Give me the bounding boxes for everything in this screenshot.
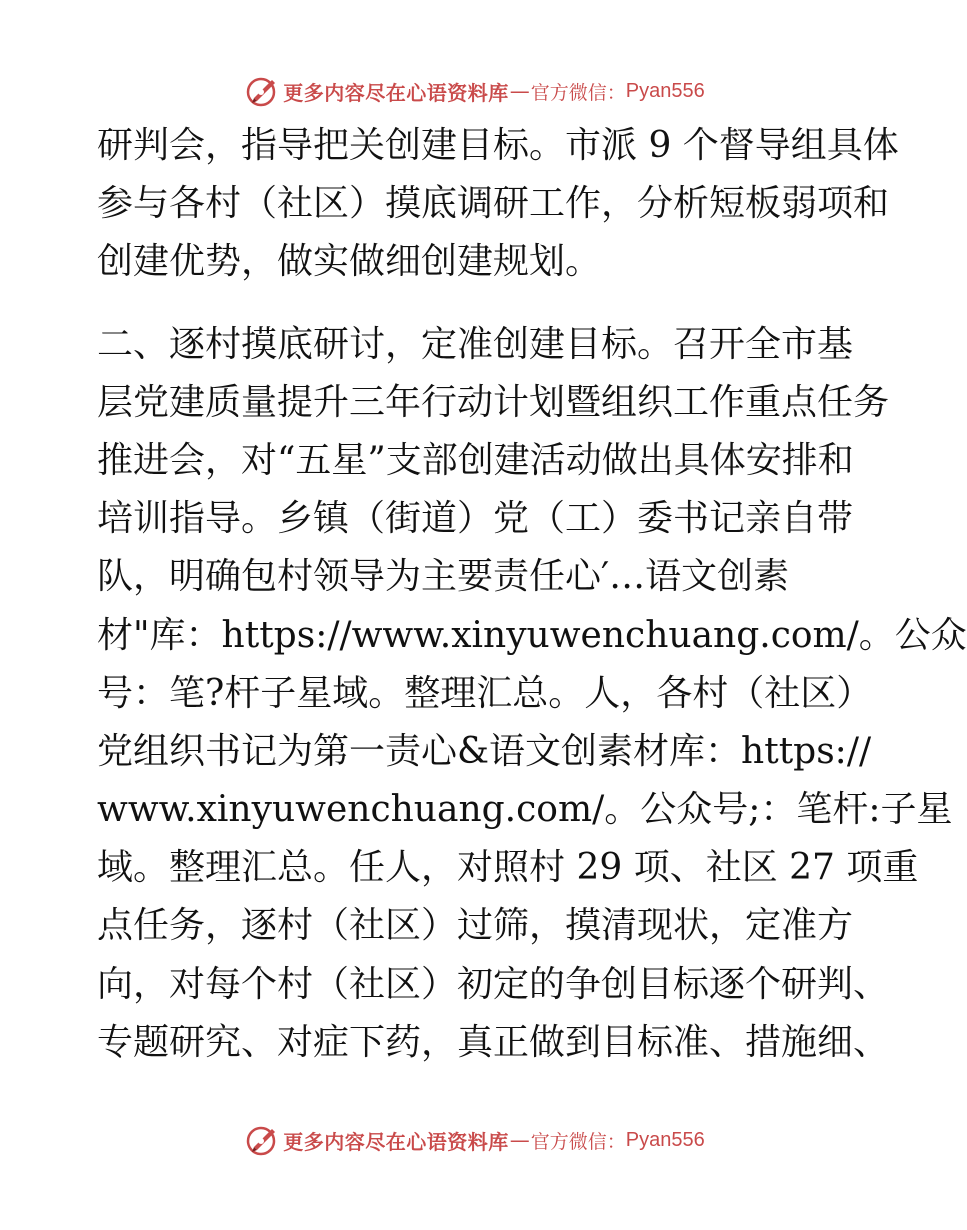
banner-wechat-label: 官方微信： (530, 81, 626, 104)
banner-wechat-id: Pyan556 (625, 79, 705, 102)
text-line: 域。整理汇总。任人，对照村 29 项、社区 27 项重 (97, 847, 919, 889)
pen-logo-icon (245, 74, 279, 108)
text-line: 党组织书记为第一责心&语文创素材库：https:// (97, 730, 872, 772)
text-line: 培训指导。乡镇（街道）党（工）委书记亲自带 (97, 498, 854, 540)
body-text (97, 117, 967, 1072)
text-line: 参与各村（社区）摸底调研工作，分析短板弱项和 (97, 183, 890, 225)
text-line: 推进会，对“五星”支部创建活动做出具体安排和 (97, 439, 854, 481)
banner-wechat-label: 官方微信： (530, 1130, 626, 1153)
text-line: 材"库：https://www.xinyuwenchuang.com/。公众 (97, 614, 967, 656)
text-line: 专题研究、对症下药，真正做到目标准、措施细、 (97, 1021, 890, 1063)
paragraph-gap (97, 292, 853, 316)
footer-banner (0, 1120, 950, 1160)
text-line: 向，对每个村（社区）初定的争创目标逐个研判、 (97, 963, 890, 1005)
text-line: 创建优势，做实做细创建规划。 (97, 241, 602, 283)
banner-wechat-id: Pyan556 (625, 1128, 705, 1151)
text-line: 层党建质量提升三年行动计划暨组织工作重点任务 (97, 381, 890, 423)
pen-logo-icon (245, 1123, 279, 1157)
banner-separator: — (509, 1128, 530, 1152)
text-line: 队，明确包村领导为主要责任心′…语文创素 (97, 556, 790, 598)
banner-title: 更多内容尽在心语资料库 (283, 1129, 509, 1154)
text-line: 二、逐村摸底研讨，定准创建目标。召开全市基 (97, 323, 854, 365)
banner-separator: — (509, 79, 530, 103)
text-line: 研判会，指导把关创建目标。市派 9 个督导组具体 (97, 125, 899, 166)
text-line: 号：笔?杆子星域。整理汇总。人，各村（社区） (97, 672, 873, 714)
text-line: 点任务，逐村（社区）过筛，摸清现状，定准方 (97, 905, 854, 947)
text-line: www.xinyuwenchuang.com/。公众号;：笔杆:子星 (97, 789, 953, 831)
banner-title: 更多内容尽在心语资料库 (283, 80, 509, 105)
header-banner (0, 71, 950, 111)
